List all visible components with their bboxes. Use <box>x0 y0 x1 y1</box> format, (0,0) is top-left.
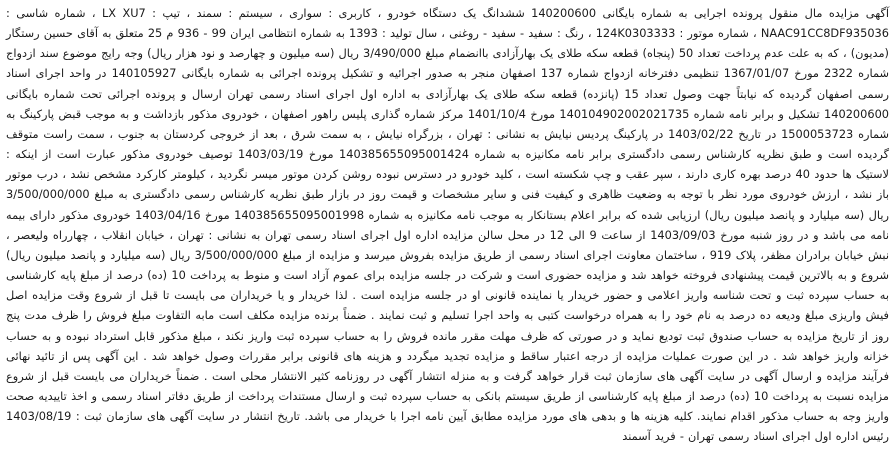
auction-notice-text: آگهی مزایده مال منقول پرونده اجرایی به شماره بایگانی 140200600 ششدانگ یک دستگاه خودرو ، کاربری : سواری ، سیستم : سمند ، تیپ : LX XU7 ، شماره شاسی : NAAC91CC8DF935036 ، شماره موتور : 124K0303333 ، رنگ : سفید - سفید - روغنی ، سال تولید : 1393 به شماره انتظامی ایران 99 - 936 م 25 متعلق به آقای حسین رستگار (مدیون) ، که به علت عدم پرداخت تعداد 50 (پنجاه) قطعه سکه طلای یک بهارآزادی باانضمام مبلغ 3/490/000 ریال (سه میلیون و چهارصد و نود هزار ریال) وجه رایج موضوع سند ازدواج شماره 2322 مورخ 1367/01/07 تنظیمی دفترخانه ازدواج شماره 137 اصفهان منجر به صدور اجرائیه و تشکیل پرونده اجرائی به شماره بایگانی 140105927 در واحد اجرای اسناد رسمی اصفهان گردیده که نیابتاً جهت وصول تعداد 15 (پانزده) قطعه سکه طلای یک بهارآزادی به اداره اول اجرای اسناد رسمی تهران ارسال و پرونده اجرائی تحت شماره بایگانی 140200600 تشکیل و برابر نامه شماره 140104902002021735 مورخ 1401/10/4 مرکز شماره گذاری پلیس راهور اصفهان ، خودروی مذکور بازداشت و به موجب قبض پارکینگ به شماره 1500053723 در تاریخ 1403/02/22 در پارکینگ پردیس نیایش به نشانی : تهران ، بزرگراه نیایش ، به سمت شرق ، بعد از خروجی کردستان به جنوب ، سمت راست متوقف گردیده است و طبق نظریه کارشناس رسمی دادگستری برابر نامه مکانیزه به شماره 140385655095001424 مورخ 1403/03/19 توصیف خودروی مذکور عبارت است از اینکه : لاستیک ها حدود 40 درصد بهره کاری دارند ، سپر عقب و چپ شکسته است ، کلید خودرو در دسترس نبوده روشن کردن موتور میسر نگردید ، کیلومتر کارکرد مشخص نشد ، درب موتور باز نشد ، ارزش خودروی مورد نظر با توجه به وضعیت ظاهری و کیفیت فنی و سایر مشخصات و قیمت روز در بازار طبق نظریه کارشناس رسمی دادگستری به مبلغ 3/500/000/000 ریال (سه میلیارد و پانصد میلیون ریال) ارزیابی شده که برابر اعلام بستانکار به موجب نامه مکانیزه به شماره 140385655095001998 مورخ 1403/04/16 خودروی مذکور دارای بیمه نامه می باشد و در روز شنبه مورخ 1403/09/03 از ساعت 9 الی 12 در محل سالن مزایده اداره اول اجرای اسناد رسمی تهران به نشانی : تهران ، خیابان انقلاب ، چهارراه ولیعصر ، نبش خیابان برادران مظفر، پلاک 919 ، ساختمان معاونت اجرای اسناد رسمی از طریق مزایده بفروش میرسد و مزایده از مبلغ 3/500/000/000 ریال (سه میلیارد و پانصد میلیون ریال) شروع و به بالاترین قیمت پیشنهادی فروخته خواهد شد و مزایده حضوری است و شرکت در جلسه مزایده برای عموم آزاد است و منوط به پرداخت 10 (ده) درصد از مبلغ پایه کارشناسی به حساب سپرده ثبت و تحت شناسه واریز اعلامی و حضور خریدار یا نماینده قانونی او در جلسه مزایده است . لذا خریدار و یا خریداران می بایست تا قبل از شروع وقت مزایده اصل فیش واریزی مبلغ ودیعه ده درصد به نام خود را به همراه درخواست کتبی به واحد اجرا تسلیم و ثبت نمایند . ضمناً برنده مزایده مکلف است مابه التفاوت مبلغ فروش را ظرف مدت پنج روز از تاریخ مزایده به حساب صندوق ثبت تودیع نماید و در صورتی که ظرف مهلت مقرر مانده فروش را به حساب سپرده ثبت واریز نکند ، مبلغ مذکور قابل استرداد نبوده و به حساب خزانه واریز خواهد شد . در این صورت عملیات مزایده از درجه اعتبار ساقط و مزایده تجدید میگردد و هزینه های قانونی برابر مقررات وصول خواهد شد . این آگهی پس از تائید نهائی فرآیند مزایده و ارسال آگهی در سایت آگهی های سازمان ثبت قرار خواهد گرفت و به منزله انتشار آگهی در روزنامه کثیر الانتشار محلی است . ضمناً خریداران می بایست قبل از شروع مزایده نسبت به پرداخت 10 (ده) درصد از مبلغ پایه کارشناسی از طریق سیستم بانکی به حساب سپرده ثبت و ارسال مستندات پرداخت از طریق دفاتر اسناد رسمی و اخذ تاییدیه صحت واریز وجه به حساب مذکور اقدام نمایند. کلیه هزینه ها و بدهی های مورد مزایده مطابق آیین نامه اجرا با خریدار می باشد. تاریخ انتشار در سایت آگهی های سازمان ثبت : 1403/08/19 رئیس اداره اول اجرای اسناد رسمی تهران - فرید آسمند <box>6 6 890 444</box>
